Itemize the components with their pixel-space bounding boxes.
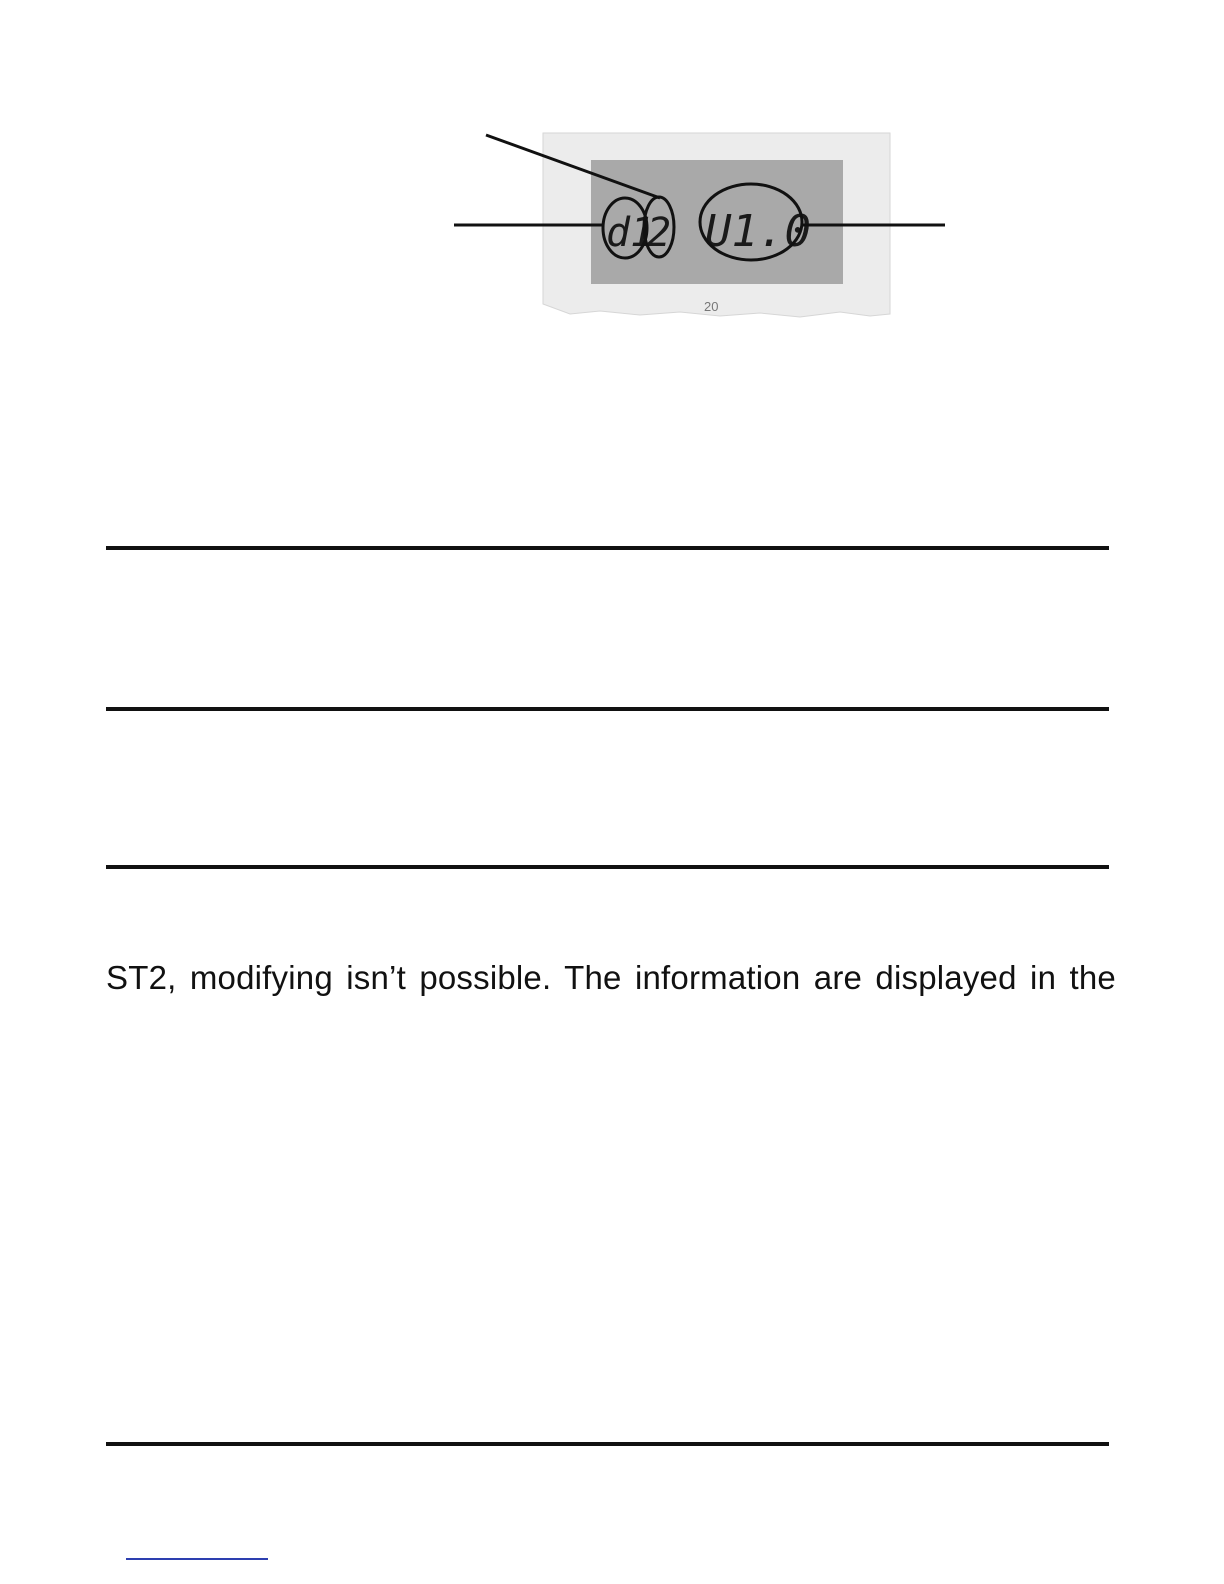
section-divider-2 bbox=[106, 707, 1109, 711]
section-divider-1 bbox=[106, 546, 1109, 550]
lcd-right-segment: U1.0 bbox=[705, 206, 811, 257]
display-figure bbox=[0, 0, 1224, 330]
section-divider-3 bbox=[106, 865, 1109, 869]
lcd-left-segment: d1 bbox=[606, 210, 655, 256]
panel-footer-number: 20 bbox=[704, 299, 719, 314]
body-text-line: ST2, modifying isn’t possible. The information are displayed in the bbox=[106, 959, 1116, 996]
footer-link-underline[interactable] bbox=[126, 1558, 268, 1560]
section-divider-4 bbox=[106, 1442, 1109, 1446]
lcd-middle-segment: 2 bbox=[647, 210, 672, 256]
